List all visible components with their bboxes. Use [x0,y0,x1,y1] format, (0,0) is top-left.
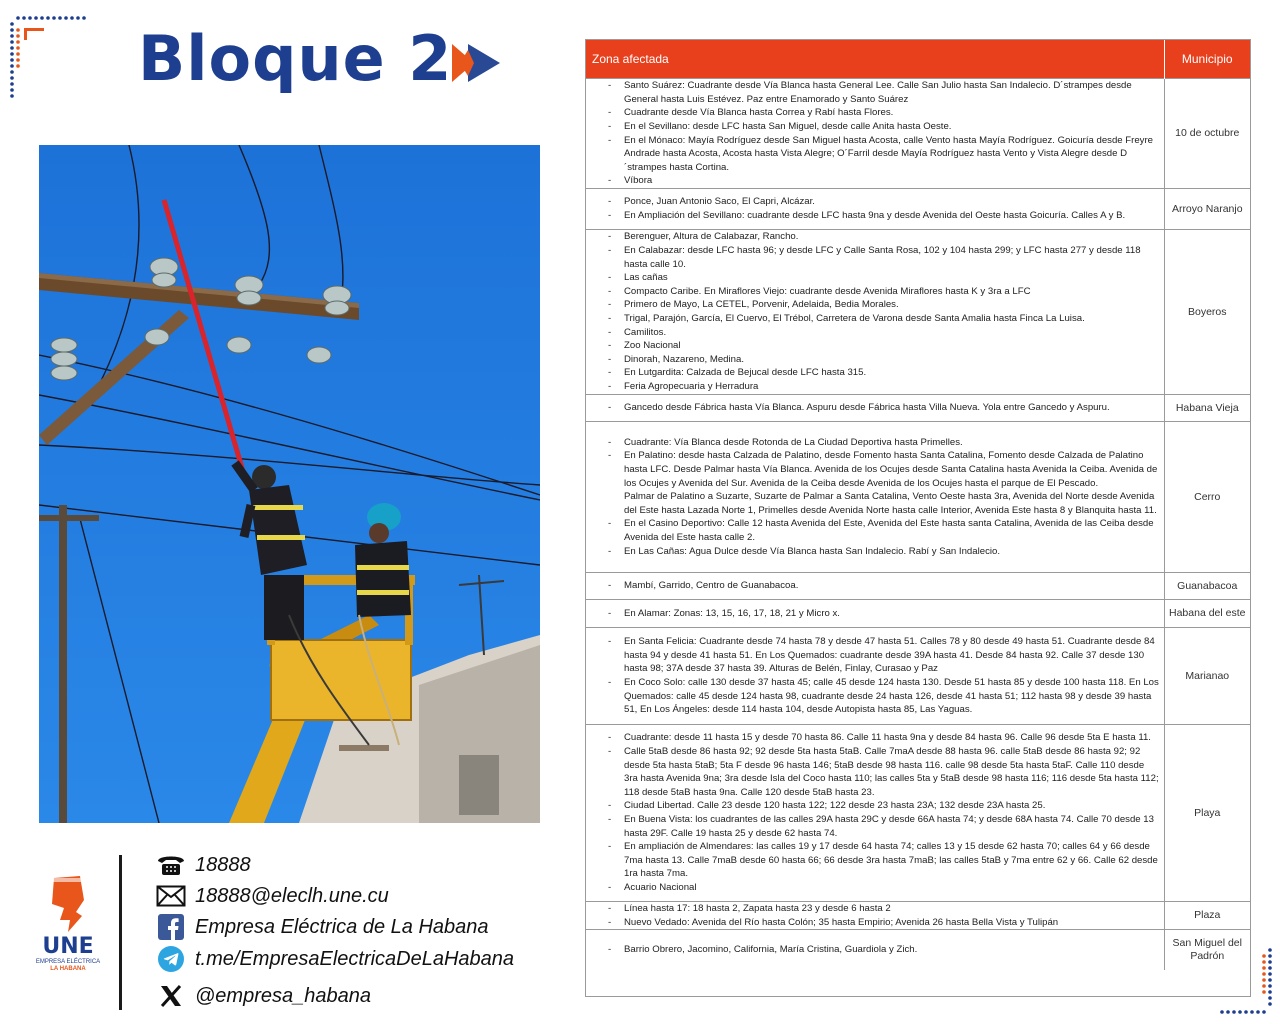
municipality-cell: Cerro [1164,422,1250,573]
list-item: - Berenguer, Altura de Calabazar, Rancho. [586,230,1160,244]
list-item: - Mambí, Garrido, Centro de Guanabacoa. [586,579,1160,593]
page-title: Bloque 2 [138,22,453,95]
table-row [586,422,1250,573]
list-item: - En ampliación de Almendares: las calles 19 y 17 desde 64 hasta 74; calles 13 y 15 desde 62 hasta 70; calles 64 y 66 desde 7ma hasta 13. Calle 7maB desde 60 hasta 66; 66 desde 3ra hasta 7maB; las calles 5taB y 7ma entre 62 y 66. Calle 62 desde 1ra hasta 7ma. [586,840,1160,881]
table-row [586,189,1250,230]
email-address[interactable]: 18888@eleclh.une.cu [195,884,389,907]
zone-cell [586,573,1164,600]
list-item: - Las cañas [586,271,1160,285]
phone-icon [155,852,187,878]
phone-number[interactable]: 18888 [195,853,251,876]
zone-cell [586,189,1164,230]
list-item: - Dinorah, Nazareno, Medina. [586,353,1160,367]
list-item: - Compacto Caribe. En Miraflores Viejo: cuadrante desde Avenida Miraflores hasta K y 3ra a LFC [586,285,1160,299]
zone-cell [586,725,1164,902]
zone-list [586,943,1160,957]
zone-cell [586,600,1164,628]
municipality-cell: Boyeros [1164,230,1250,395]
zone-list [586,195,1160,222]
list-item: - Camilitos. [586,326,1160,340]
une-logo [30,935,106,973]
list-item: - En Santa Felicia: Cuadrante desde 74 hasta 78 y desde 47 hasta 51. Calles 78 y 80 desde 49 hasta 51. Cuadrante desde 84 hasta 94 y desde 41 hasta 51. En Los Quemados: cuadrante desde 39A hasta 41. Desde 84 hasta 92. Calle 37 desde 130 hasta 98; 37A desde 37 hasta 39. Alturas de Belén, Finlay, Curasao y Paz [586,635,1160,676]
municipality-cell: Plaza [1164,902,1250,930]
footer-divider [119,855,122,1010]
list-item: - Ponce, Juan Antonio Saco, El Capri, Alcázar. [586,195,1160,209]
list-item: - En Buena Vista: los cuadrantes de las calles 29A hasta 29C y desde 66A hasta 74; y desde 68A hasta 74. Calle 70 desde 13 hasta 29F. Calle 19 hasta 25 y desde 62 hasta 74. [586,813,1160,840]
list-item: - Cuadrante: desde 11 hasta 15 y desde 70 hasta 86. Calle 11 hasta 9na y desde 84 hasta 96. Calle 96 desde 5ta E hasta 11. [586,731,1160,745]
zone-list [586,607,1160,621]
facebook-icon [155,914,187,940]
zone-cell [586,628,1164,725]
municipality-cell: Playa [1164,725,1250,902]
telegram-icon [155,946,187,972]
list-item: - En Ampliación del Sevillano: cuadrante desde LFC hasta 9na y desde Avenida del Oeste hasta Goicuría. Calles A y B. [586,209,1160,223]
envelope-icon [155,883,187,909]
list-item: - Calle 5taB desde 86 hasta 92; 92 desde 5ta hasta 5taB. Calle 7maA desde 88 hasta 96. calle 5taB desde 86 hasta 92; 92 desde 5ta hasta 5taB; 5ta F desde 96 hasta 146; 5taB desde 98 hasta 116. calle 98 desde 5ta hasta 5taF. Calle 110 desde 3ra hasta Avenida 9na; 3ra desde Isla del Coco hasta 110; las calles 5ta y 5taB desde 98 hasta 116; 116 desde 5ta hasta 112; 118 desde 5taB hasta 9na. Calle 120 desde 5taB hasta 23. [586,745,1160,799]
list-item: - En Calabazar: desde LFC hasta 96; y desde LFC y Calle Santa Rosa, 102 y 104 hasta 299; y LFC hasta 277 y desde 118 hasta calle 10. [586,244,1160,271]
list-item: - En Las Cañas: Agua Dulce desde Vía Blanca hasta San Indalecio. Rabí y San Indalecio. [586,545,1160,559]
list-item: - Cuadrante desde Vía Blanca hasta Correa y Rabí hasta Flores. [586,106,1160,120]
zone-cell [586,395,1164,422]
table-header-row [586,40,1250,79]
list-item: - Feria Agropecuaria y Herradura [586,380,1160,394]
table-body [586,79,1250,970]
table-row [586,725,1250,902]
municipality-cell: Marianao [1164,628,1250,725]
list-item: - En Alamar: Zonas: 13, 15, 16, 17, 18, 21 y Micro x. [586,607,1160,621]
zone-cell [586,930,1164,970]
affected-zones-table [585,39,1251,997]
table-row [586,902,1250,930]
x-handle[interactable]: @empresa_habana [195,984,371,1007]
zone-list [586,902,1160,929]
list-item: - Nuevo Vedado: Avenida del Río hasta Colón; 35 hasta Empirio; Avenida 26 hasta Bella Vista y Tulipán [586,916,1160,930]
facebook-contact [155,912,489,942]
list-item: - Línea hasta 17: 18 hasta 2, Zapata hasta 23 y desde 6 hasta 2 [586,902,1160,916]
municipality-cell: Habana del este [1164,600,1250,628]
list-item: - En Palatino: desde hasta Calzada de Palatino, desde Fomento hasta Santa Catalina, Fomento desde Calzada de Palatino hasta LFC. Desde Palmar hasta Vía Blanca. Avenida de los Ocujes desde Santa Catalina hasta Avenida la Ceiba. Avenida de los Ocujes y Avenida del Sur. Avenida de la Ceiba desde Avenida de los Ocujes hasta el parque de El Pescado. [586,449,1160,490]
zone-header: Zona afectada [586,40,1164,79]
table-row [586,628,1250,725]
table-row [586,930,1250,970]
list-item: - En Lutgardita: Calzada de Bejucal desde LFC hasta 315. [586,366,1160,380]
phone-contact [155,850,251,880]
zone-cell [586,422,1164,573]
x-contact [155,981,371,1011]
une-logo-line2: LA HABANA [50,966,86,972]
zone-cell [586,79,1164,189]
municipality-cell: Guanabacoa [1164,573,1250,600]
zone-list [586,401,1160,415]
list-item: Palmar de Palatino a Suzarte, Suzarte de Palmar a Santa Catalina, Vento Oeste hasta 3ra, Avenida del Norte desde Avenida del Este hasta Lazada Norte 1, Primelles desde Avenida Norte hasta calle Interior, Avenida Este hasta 8 y Blanquita hasta 11. [624,491,1157,516]
table-row [586,79,1250,189]
table-row [586,600,1250,628]
municipality-cell: Habana Vieja [1164,395,1250,422]
telegram-contact [155,944,514,974]
workers-photo [39,145,540,823]
list-item: - Primero de Mayo, La CETEL, Porvenir, Adelaida, Bedia Morales. [586,298,1160,312]
list-item: - Barrio Obrero, Jacomino, California, María Cristina, Guardiola y Zich. [586,943,1160,957]
x-logo-icon [155,983,187,1009]
zone-list [586,436,1160,558]
zone-cell [586,902,1164,930]
zone-list [586,635,1160,717]
table-row [586,230,1250,395]
municipality-cell: Arroyo Naranjo [1164,189,1250,230]
list-item: - En el Sevillano: desde LFC hasta San Miguel, desde calle Anita hasta Oeste. [586,120,1160,134]
municipality-cell: 10 de octubre [1164,79,1250,189]
play-arrow-icon [450,42,502,84]
municipality-header: Municipio [1164,40,1250,79]
zone-list [586,230,1160,393]
facebook-link[interactable]: Empresa Eléctrica de La Habana [195,915,489,938]
list-item: - En el Casino Deportivo: Calle 12 hasta Avenida del Este, Avenida del Este hasta santa Catalina, Avenida de las Ceiba desde Avenida del Este hasta calle 2. [586,517,1160,544]
list-item: - Santo Suárez: Cuadrante desde Vía Blanca hasta General Lee. Calle San Julio hasta San Indalecio. D´strampes desde General hasta Luis Estévez. Paz entre Enamorado y Santo Suárez [586,79,1160,106]
une-logo-name: UNE [42,934,94,959]
list-item: - Zoo Nacional [586,339,1160,353]
list-item: - En el Mónaco: Mayía Rodríguez desde San Miguel hasta Acosta, calle Vento hasta Mayía Rodríguez. Goicuría desde Freyre Andrade hasta Acosta, Acosta hasta Vista Alegre; O´Farril desde Mayía Rodríguez hasta Vento y Vista Alegre desde D´strampes hasta Cortina. [586,134,1160,175]
municipality-cell: San Miguel del Padrón [1164,930,1250,970]
corner-decoration [8,10,88,100]
zone-cell [586,230,1164,395]
zone-list [586,731,1160,894]
table-row [586,395,1250,422]
telegram-link[interactable]: t.me/EmpresaElectricaDeLaHabana [195,947,515,970]
zone-list [586,579,1160,593]
list-item: - Víbora [586,174,1160,188]
list-item: - En Coco Solo: calle 130 desde 37 hasta 45; calle 45 desde 124 hasta 130. Desde 51 hasta 85 y desde 100 hasta 118. En Los Quemados: calle 45 desde 124 hasta 98, cuadrante desde 24 hasta 126, desde 41 hasta 51; 112 hasta 98 y desde 39 hasta 51, En Los Ángeles: desde 114 hasta 104, desde Autopista hasta 85, Las Yaguas. [586,676,1160,717]
zone-list [586,79,1160,188]
list-item: - Trigal, Parajón, García, El Cuervo, El Trébol, Carretera de Varona desde Santa Amalia hasta Finca La Luisa. [586,312,1160,326]
list-item: - Acuario Nacional [586,881,1160,895]
table-row [586,573,1250,600]
list-item: - Cuadrante: Vía Blanca desde Rotonda de La Ciudad Deportiva hasta Primelles. [586,436,1160,450]
une-logo-line1: EMPRESA ELÉCTRICA [35,959,101,965]
list-item: - Gancedo desde Fábrica hasta Vía Blanca. Aspuru desde Fábrica hasta Villa Nueva. Yola entre Gancedo y Aspuru. [586,401,1160,415]
list-item: - Ciudad Libertad. Calle 23 desde 120 hasta 122; 122 desde 23 hasta 23A; 132 desde 23A hasta 25. [586,799,1160,813]
email-contact [155,881,389,911]
